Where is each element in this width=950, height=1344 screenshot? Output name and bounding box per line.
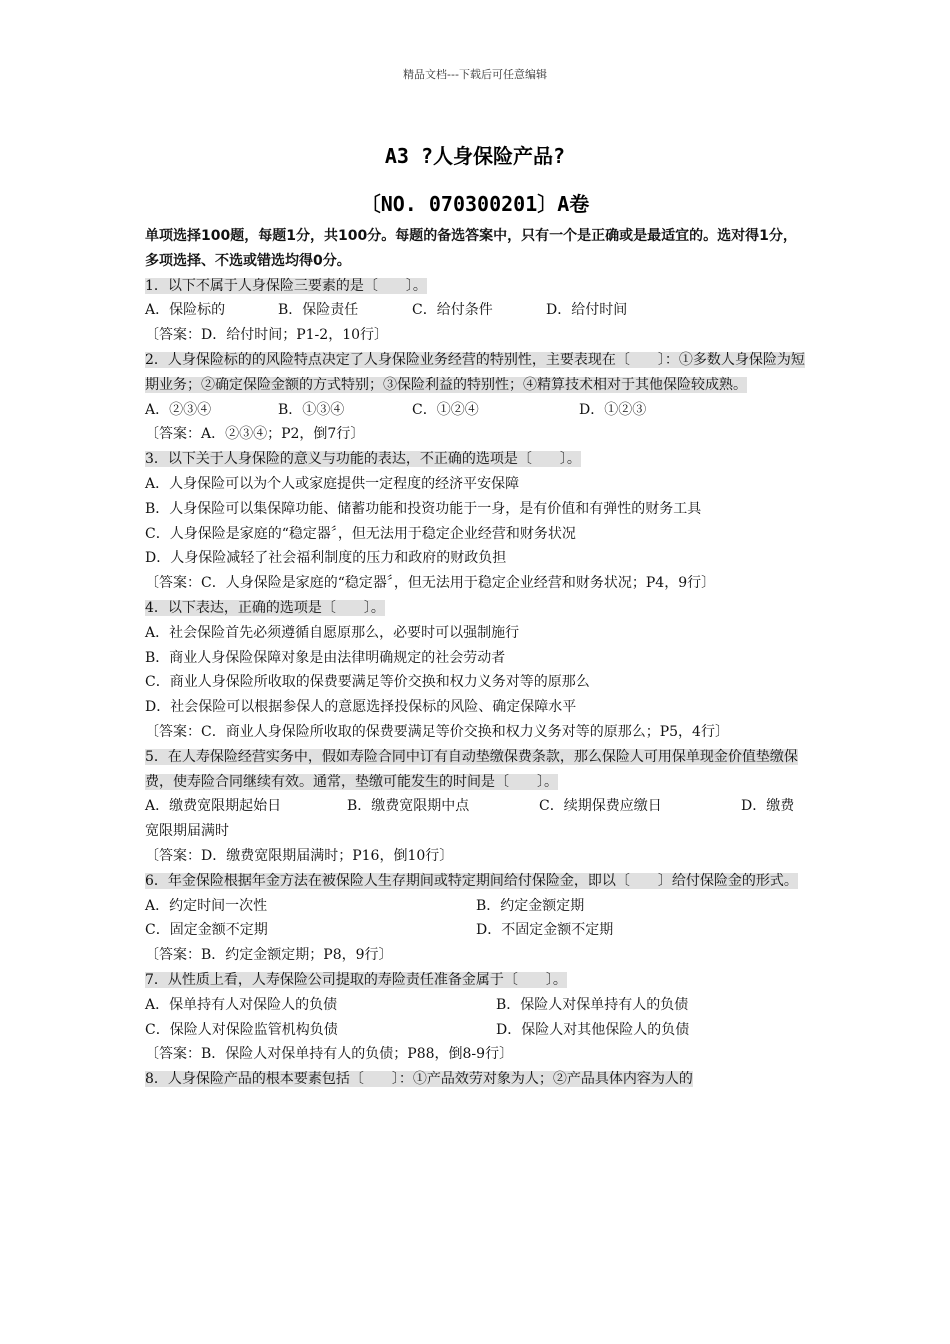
question-1 <box>145 274 807 299</box>
question-7-options-row-2 <box>145 1018 807 1043</box>
option-a: A．②③④ <box>145 401 212 418</box>
option-a: A．保单持有人对保险人的负债 <box>145 996 338 1013</box>
option-d: D．不固定金额不定期 <box>476 922 614 939</box>
option-b: B．①③④ <box>278 401 345 418</box>
option-b: B．缴费宽限期中点 <box>347 798 470 815</box>
option-c: C．续期保费应缴日 <box>539 798 662 815</box>
question-5 <box>145 745 807 795</box>
option-c: C．固定金额不定期 <box>145 922 268 939</box>
option-a: A．缴费宽限期起始日 <box>145 798 282 815</box>
question-stem: 2．人身保险标的的风险特点决定了人身保险业务经营的特别性，主要表现在〔 〕：①多数人身保险为短期业务；②确定保险金额的方式特别；③保险利益的特别性；④精算技术相对于其他保险较成熟。 <box>145 351 805 393</box>
question-stem: 3．以下关于人身保险的意义与功能的表达，不正确的选项是〔 〕。 <box>145 451 581 468</box>
answer-6: 〔答案：B．约定金额定期；P8，9行〕 <box>145 947 393 964</box>
option-c: C．①②④ <box>412 401 479 418</box>
option-b: B．人身保险可以集保障功能、储蓄功能和投资功能于一身，是有价值和有弹性的财务工具 <box>145 500 702 517</box>
instructions: 单项选择100题，每题1分，共100分。每题的备选答案中，只有一个是正确或是最适宜的。选对得1分，多项选择、不选或错选均得0分。 <box>145 228 797 269</box>
document-title: A3 ?人身保险产品? <box>384 144 566 168</box>
question-2-options <box>145 398 807 423</box>
answer-2: 〔答案：A．②③④；P2，倒7行〕 <box>145 426 365 443</box>
option-a: A．保险标的 <box>145 302 226 319</box>
option-d-continued: 宽限期届满时 <box>145 823 229 840</box>
option-a: A．人身保险可以为个人或家庭提供一定程度的经济平安保障 <box>145 475 520 492</box>
option-d: D．保险人对其他保险人的负债 <box>495 1021 690 1038</box>
answer-4: 〔答案：C．商业人身保险所收取的保费要满足等价交换和权力义务对等的原那么；P5，4行〕 <box>145 723 729 740</box>
answer-7: 〔答案：B．保险人对保单持有人的负债；P88，倒8-9行〕 <box>145 1046 514 1063</box>
question-stem: 1．以下不属于人身保险三要素的是〔 〕。 <box>145 277 427 294</box>
document-subtitle: 〔NO. 070300201〕A卷 <box>360 192 590 216</box>
question-2 <box>145 348 807 398</box>
question-stem: 8．人身保险产品的根本要素包括〔 〕：①产品效劳对象为人；②产品具体内容为人的 <box>145 1071 693 1088</box>
question-7 <box>145 968 807 993</box>
option-a: A．社会保险首先必须遵循自愿原那么，必要时可以强制施行 <box>145 624 520 641</box>
question-6 <box>145 869 807 894</box>
page-header: 精品文档---下载后可任意编辑 <box>403 68 547 81</box>
option-c: C．保险人对保险监管机构负债 <box>145 1021 338 1038</box>
answer-5: 〔答案：D．缴费宽限期届满时；P16，倒10行〕 <box>145 847 454 864</box>
question-list <box>145 224 807 1092</box>
question-3 <box>145 447 807 472</box>
question-6-options-row-2 <box>145 918 807 943</box>
question-5-options <box>145 794 807 819</box>
question-stem: 6．年金保险根据年金方法在被保险人生存期间或特定期间给付保险金，即以〔 〕给付保险金的形式。 <box>145 872 798 889</box>
option-d: D．缴费 <box>741 798 795 815</box>
question-stem: 4．以下表达，正确的选项是〔 〕。 <box>145 599 385 616</box>
answer-3: 〔答案：C．人身保险是家庭的“稳定器〞，但无法用于稳定企业经营和财务状况；P4，9行〕 <box>145 575 716 592</box>
option-b: B．商业人身保险保障对象是由法律明确规定的社会劳动者 <box>145 649 506 666</box>
option-b: B．约定金额定期 <box>476 897 585 914</box>
question-7-options-row-1 <box>145 993 807 1018</box>
question-4 <box>145 596 807 621</box>
option-d: D．社会保险可以根据参保人的意愿选择投保标的风险、确定保障水平 <box>145 699 577 716</box>
option-d: D．人身保险减轻了社会福利制度的压力和政府的财政负担 <box>145 550 507 567</box>
question-8 <box>145 1067 807 1092</box>
option-a: A．约定时间一次性 <box>145 897 268 914</box>
question-1-options <box>145 298 807 323</box>
option-c: C．给付条件 <box>412 302 493 319</box>
question-6-options-row-1 <box>145 894 807 919</box>
option-c: C．人身保险是家庭的“稳定器〞，但无法用于稳定企业经营和财务状况 <box>145 525 576 542</box>
question-stem: 7．从性质上看，人寿保险公司提取的寿险责任准备金属于〔 〕。 <box>145 971 567 988</box>
option-b: B．保险责任 <box>278 302 359 319</box>
option-d: D．①②③ <box>579 401 647 418</box>
question-stem: 5．在人寿保险经营实务中，假如寿险合同中订有自动垫缴保费条款，那么保险人可用保单现金价值垫缴保费，使寿险合同继续有效。通常，垫缴可能发生的时间是〔 〕。 <box>145 748 798 790</box>
option-c: C．商业人身保险所收取的保费要满足等价交换和权力义务对等的原那么 <box>145 674 590 691</box>
option-d: D．给付时间 <box>546 302 628 319</box>
answer-1: 〔答案：D．给付时间；P1-2，10行〕 <box>145 327 389 344</box>
option-b: B．保险人对保单持有人的负债 <box>495 996 689 1013</box>
